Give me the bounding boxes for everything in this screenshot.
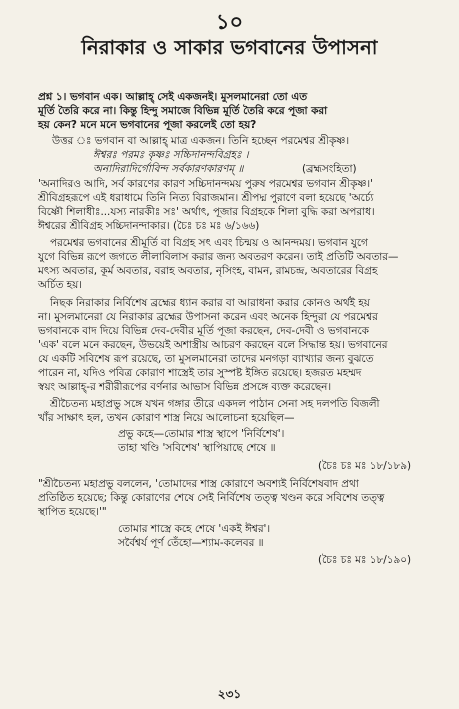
paragraph-line: যে একটি সবিশেষ রূপ রয়েছে, তা মুসলমানেরা তাদের মনগড়া ব্যাখ্যার জন্য বুঝতে <box>38 353 374 365</box>
verse-line: সর্বৈশ্বর্য পূর্ণ তেঁহো—শ্যাম-কলেবর ॥ <box>118 537 264 549</box>
verse-line: প্রভু কহে—তোমার শাস্ত্র স্থাপে 'নির্বিশেষ'। <box>118 428 285 440</box>
paragraph-line: ঈশ্বরের শ্রীবিগ্রহ সচ্চিদানন্দাকার। (চৈঃ চঃ মঃ ৬/১৬৬) <box>38 220 260 232</box>
paragraph-line: 'এক' বলে মনে করছেন, উভয়েই অশাস্ত্রীয় আচরণ করছেন বলে সিদ্ধান্ত হয়। ভগবানের <box>38 339 388 351</box>
chapter-number: ১০ <box>215 10 244 34</box>
paragraph-line: ভগবানকে বাদ দিয়ে বিভিন্ন দেব-দেবীর মূর্তি পূজা করছেন, দেব-দেবী ও ভগবানকে <box>38 325 369 337</box>
verse-source: (চৈঃ চঃ মঃ ১৮/১৯০) <box>318 554 412 566</box>
paragraph-line: পরমেশ্বর ভগবানের শ্রীমূর্তি বা বিগ্রহ সৎ এবং চিন্ময় ও আনন্দময়। ভগবান যুগে <box>50 237 368 249</box>
verse-line: তাহা খণ্ডি 'সবিশেষ' স্থাপিয়াছে শেষে ॥ <box>118 442 276 454</box>
question-line: প্রশ্ন ১। ভগবান এক। আল্লাহ্ সেই একজনই। মুসলমানেরা তো এত <box>38 91 308 103</box>
paragraph-line: শ্রীবিগ্রহরূপে এই ধরাধামে তিনি নিত্য বিরাজমান। শ্রীপদ্ম পুরাণে বলা হয়েছে 'অর্চ্যে <box>38 192 374 204</box>
paragraph-line: "শ্রীচৈতন্য মহাপ্রভু বললেন, 'তোমাদের শাস্ত্র কোরাণে অবশ্যই নির্বিশেষবাদ প্রথা <box>38 478 359 490</box>
paragraph-line: প্রতিষ্ঠিত হয়েছে; কিন্তু কোরাণের শেষে সেই নির্বিশেষ তত্ত্ব খণ্ডন করে সবিশেষ তত্ত্ব <box>38 492 385 504</box>
verse-line: তোমার শাস্ত্রে কহে শেষে 'একই ঈশ্বর'। <box>118 523 271 535</box>
chapter-title: নিরাকার ও সাকার ভগবানের উপাসনা <box>81 36 378 59</box>
paragraph-line: অর্চিত হয়। <box>38 279 82 291</box>
paragraph-line: পারেন না, যদিও পবিত্র কোরাণ শাস্ত্রেই তার সুস্পষ্ট ইঙ্গিত রয়েছে। হজরত মহম্মদ <box>38 367 362 379</box>
answer-line: উত্তর ঃ ভগবান বা আল্লাহ্ মাত্র একজন। তিনি হচ্ছেন পরমেশ্বর শ্রীকৃষ্ণ। <box>52 135 350 147</box>
paragraph-line: যুগে বিভিন্ন রূপে জগতে লীলাবিলাস করার জন্য অবতরণ করেন। তাই প্রতিটি অবতার— <box>38 251 399 263</box>
paragraph-line: না। মুসলমানেরা যে নিরাকার ব্রহ্মের উপাসনা করেন এবং অনেক হিন্দুরা যে পরমেশ্বর <box>38 311 378 323</box>
question-line: মূর্তি তৈরি করে না। কিন্তু হিন্দু সমাজে বিভিন্ন মূর্তি তৈরি করে পূজা করা <box>38 105 328 117</box>
paragraph-line: খাঁর সাক্ষাৎ হল, তখন কোরাণ শাস্ত্র নিয়ে আলোচনা হয়েছিল— <box>38 412 295 424</box>
paragraph-line: শ্রীচৈতন্য মহাপ্রভু সঙ্গে যখন গঙ্গার তীরে একদল পাঠান সেনা সহ দলপতি বিজলী <box>50 398 380 410</box>
verse-line: ঈশ্বরঃ পরমঃ কৃষ্ণঃ সচ্চিদানন্দবিগ্রহঃ । <box>93 149 249 161</box>
paragraph-line: মৎস্য অবতার, কূর্ম অবতার, বরাহ অবতার, নৃসিংহ, বামন, রামচন্দ্র, অবতারের বিগ্রহ <box>38 265 378 277</box>
paragraph-line: 'অনাদিরও আদি, সর্ব কারণের কারণ সচ্চিদানন্দময় পুরুষ পরমেশ্বর ভগবান শ্রীকৃষ্ণ।' <box>38 178 373 190</box>
question-line: হয় কেন? মনে মনে ভগবানের পূজা করলেই তো হয়? <box>38 119 257 131</box>
verse-source: (চৈঃ চঃ মঃ ১৮/১৮৯) <box>318 460 412 472</box>
paragraph-line: স্থাপিত হয়েছে।'" <box>38 506 107 518</box>
verse-line: অনাদিরাদির্গোবিন্দ সর্বকারণকারণম্ ॥ <box>93 163 244 175</box>
paragraph-line: স্বয়ং আল্লাহ্-র শরীরীরূপের বর্ণনার আভাস বিভিন্ন প্রসঙ্গে ব্যক্ত করেছেন। <box>38 381 332 393</box>
paragraph-line: বিষ্ণৌ শিলাধীঃ...যস্য নারকীঃ সঃ' অর্থাৎ, পূজার বিগ্রহকে শিলা বুদ্ধি করা অপরাধ। <box>38 206 375 218</box>
page-number: ২৩১ <box>217 687 242 701</box>
verse-source: (ব্রহ্মসংহিতা) <box>302 163 357 175</box>
paragraph-line: নিছক নিরাকার নির্বিশেষ ব্রহ্মের ধ্যান করার বা আরাধনা করার কোনও অর্থই হয় <box>50 297 370 309</box>
